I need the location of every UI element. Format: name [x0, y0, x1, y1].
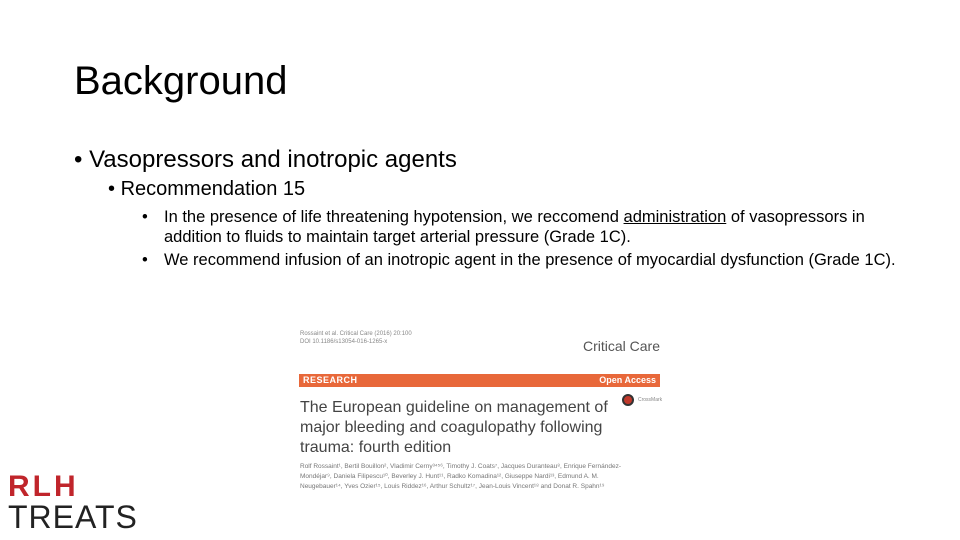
crossmark-label: CrossMark	[638, 397, 663, 403]
logo-rlh: RLH	[8, 470, 79, 503]
sub-bullet-text	[142, 207, 902, 247]
journal-name: Critical Care	[582, 338, 660, 354]
slide-title: Background	[74, 59, 288, 103]
bullet-glyph: •	[142, 208, 148, 226]
crossmark-icon	[622, 394, 634, 406]
bullet-glyph: •	[142, 251, 148, 269]
paper-authors: Rolf Rossaint¹, Bertil Bouillon², Vladimir Cerny³⁴⁵⁶, Timothy J. Coats⁷, Jacques Duranteau⁸, Enrique Fernández-Mondéjar⁹, Daniela Filipescu¹⁰, Beverley J. Hunt¹¹, Radko Komadina¹², Giuseppe Nardi¹³, Edmund A. M. Neugebauer¹⁴, Yves Ozier¹⁵, Louis Riddez¹⁶, Arthur Schultz¹⁷, Jean-Louis Vincent¹⁸ and Donat R. Spahn¹⁹	[300, 463, 622, 490]
paper-meta	[300, 330, 412, 346]
sub-bullet-text: We recommend infusion of an inotropic agent in the presence of myocardial dysfunction (Grade 1C).	[164, 251, 896, 269]
paper-header-band	[299, 374, 660, 387]
logo-treats: TREATS	[8, 499, 138, 535]
text-part: of vasopressors in addition to fluids to maintain target arterial pressure (Grade 1C).	[164, 208, 865, 246]
paper-title: The European guideline on management of major bleeding and coagulopathy following trauma: fourth edition	[300, 399, 608, 456]
bullet-glyph: •	[74, 146, 83, 173]
band-label-research: RESEARCH	[303, 375, 358, 385]
bullet-vasopressors	[74, 146, 457, 174]
underlined-word: administration	[623, 208, 727, 226]
sub-bullet-vasopressors	[142, 207, 902, 247]
bullet-recommendation	[108, 177, 305, 201]
paper-thumbnail	[296, 330, 664, 510]
paper-doi: DOI 10.1186/s13054-016-1265-x	[300, 339, 388, 345]
band-label-open-access: Open Access	[599, 375, 656, 385]
bullet-text: Vasopressors and inotropic agents	[89, 146, 457, 173]
paper-citation: Rossaint et al. Critical Care (2016) 20:100	[300, 331, 412, 337]
bullet-text: Recommendation 15	[120, 178, 306, 200]
bullet-glyph: •	[108, 178, 116, 200]
text-part: In the presence of life threatening hypotension, we reccomend	[164, 208, 624, 226]
sub-bullet-inotropic	[142, 250, 902, 270]
